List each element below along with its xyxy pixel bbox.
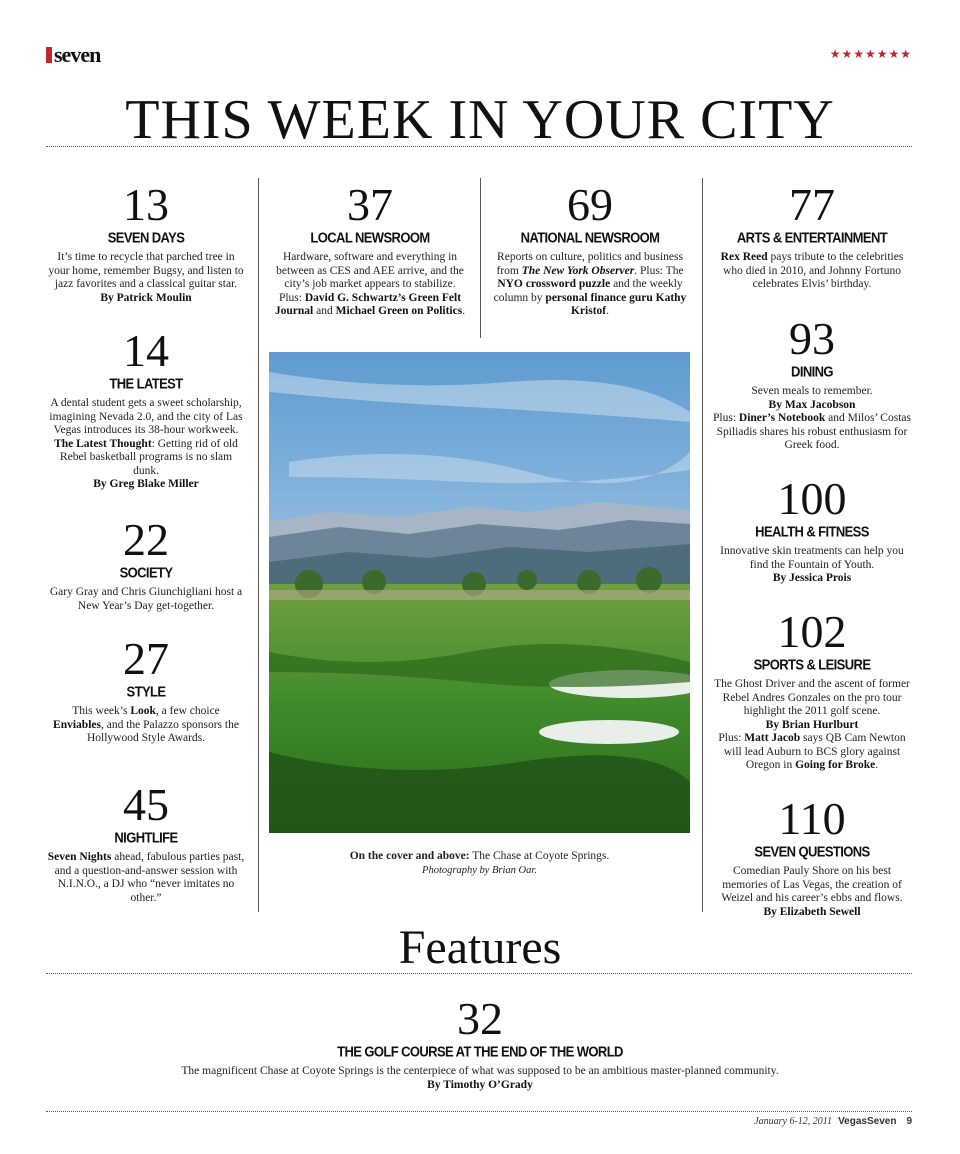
- blurb-bold: Going for Broke: [795, 759, 876, 771]
- section-heading: NATIONAL NEWSROOM: [520, 228, 660, 247]
- blurb-text: .: [462, 305, 466, 317]
- page-number: 69: [567, 179, 613, 230]
- blurb-text: , a few choice: [155, 705, 220, 717]
- footer-rule: [46, 1111, 912, 1112]
- byline: By Greg Blake Miller: [93, 478, 199, 490]
- blurb-text: Plus:: [718, 732, 745, 744]
- blurb-text: says QB Cam Newton will lead Auburn to BCS glory against Oregon in: [723, 732, 906, 771]
- page-number: 22: [123, 514, 169, 565]
- page-footer: [754, 1116, 912, 1127]
- section-blurb: [712, 732, 912, 773]
- section-blurb: [490, 251, 690, 319]
- toc-item[interactable]: [46, 179, 246, 305]
- section-heading: SEVEN DAYS: [107, 228, 185, 247]
- blurb-bold-italic: The New York Observer: [521, 264, 635, 277]
- divider-left: [258, 178, 259, 912]
- toc-item[interactable]: [270, 179, 470, 319]
- golf-course-image: [269, 352, 690, 833]
- magazine-logo: [46, 42, 100, 68]
- blurb-bold: Look: [130, 705, 156, 717]
- section-blurb: Innovative skin treatments can help you find the Fountain of Youth.: [720, 545, 904, 571]
- blurb-text: pays tribute to the celebrities who died in 2010, and Johnny Fortuno celebrates Elvis’ birthday.: [723, 251, 904, 290]
- blurb-text: A dental student gets a sweet scholarship, imagining Nevada 2.0, and the city of Las Vegas introduces its 38-hour workweek.: [49, 397, 243, 436]
- title-rule: [46, 146, 912, 147]
- section-heading: THE LATEST: [109, 374, 183, 393]
- logo-bar: [46, 47, 52, 63]
- blurb-bold: Rex Reed: [720, 251, 768, 263]
- toc-item[interactable]: [46, 514, 246, 613]
- section-heading: HEALTH & FITNESS: [755, 522, 869, 541]
- blurb-text: : Getting rid of old Rebel basketball programs is no slam dunk.: [59, 437, 238, 477]
- section-heading: STYLE: [126, 682, 166, 701]
- blurb-text: Plus:: [713, 412, 739, 424]
- page-number: 32: [457, 993, 503, 1044]
- features-heading: Features: [398, 921, 562, 974]
- blurb-bold: Diner’s Notebook: [738, 412, 826, 424]
- caption-text: The Chase at Coyote Springs.: [469, 850, 610, 862]
- section-blurb: [46, 397, 246, 478]
- feature-blurb: The magnificent Chase at Coyote Springs is the centerpiece of what was supposed to be an ambitious master-planned community.: [181, 1065, 779, 1077]
- photo-caption: [269, 849, 690, 878]
- toc-item[interactable]: [712, 313, 912, 453]
- page-number: 77: [789, 179, 835, 230]
- logo-text: seven: [54, 42, 101, 67]
- section-blurb: Gary Gray and Chris Giunchigliani host a New Year’s Day get-together.: [49, 586, 243, 612]
- section-heading: LOCAL NEWSROOM: [310, 228, 430, 247]
- section-heading: SEVEN QUESTIONS: [754, 842, 870, 861]
- section-blurb: [46, 851, 246, 905]
- photo-credit: Photography by Brian Oar.: [422, 865, 537, 876]
- blurb-text: and the weekly column by: [493, 278, 683, 304]
- blurb-bold: The Latest Thought: [54, 437, 152, 450]
- toc-item[interactable]: [712, 179, 912, 292]
- byline: By Elizabeth Sewell: [763, 905, 861, 918]
- blurb-text: and: [313, 305, 336, 317]
- page-number: 110: [778, 793, 846, 844]
- page-number: 102: [777, 606, 847, 657]
- stars-decoration: ★★★★★★★: [829, 47, 912, 61]
- section-blurb: Comedian Pauly Shore on his best memories of Las Vegas, the creation of Weizel and his career’s ebbs and flows.: [721, 865, 903, 904]
- page-number: 14: [123, 325, 169, 376]
- section-blurb: It’s time to recycle that parched tree in your home, remember Bugsy, and listen to jazz favorites and a classical guitar star.: [48, 251, 244, 290]
- blurb-bold: Enviables: [53, 718, 101, 731]
- divider-center: [480, 178, 481, 338]
- blurb-bold: NYO crossword puzzle: [497, 278, 611, 290]
- byline: By Brian Hurlburt: [765, 718, 859, 731]
- toc-item[interactable]: [712, 473, 912, 586]
- blurb-text: ahead, fabulous parties past, and a question-and-answer session with N.I.N.O., a DJ who “never imitates no other.”: [54, 851, 245, 904]
- issue-date: January 6-12, 2011: [754, 1116, 833, 1127]
- blurb-text: .: [875, 759, 879, 771]
- page-number: 100: [777, 473, 847, 524]
- byline: By Jessica Prois: [772, 572, 852, 584]
- blurb-bold: David G. Schwartz’s Green Felt Journal: [274, 291, 462, 317]
- divider-right: [702, 178, 703, 912]
- toc-item[interactable]: [46, 633, 246, 746]
- blurb-text: Hardware, software and everything in between as CES and AEE arrive, and the city’s job market appears to stabilize.: [276, 251, 464, 290]
- blurb-text: This week’s: [72, 705, 131, 717]
- section-heading: DINING: [791, 362, 833, 381]
- toc-item[interactable]: [712, 606, 912, 773]
- blurb-text: , and the Palazzo sponsors the Hollywood Style Awards.: [86, 718, 239, 744]
- features-rule: [46, 973, 912, 974]
- toc-item[interactable]: [46, 325, 246, 492]
- footer-brand: VegasSeven: [838, 1116, 897, 1127]
- blurb-text: Reports on culture, politics and business from: [496, 251, 683, 277]
- blurb-text: .: [606, 305, 609, 317]
- toc-item[interactable]: [712, 793, 912, 919]
- page-number-footer: 9: [906, 1116, 912, 1127]
- blurb-bold: Seven Nights: [47, 851, 112, 863]
- byline: By Patrick Moulin: [100, 291, 192, 304]
- section-blurb: [46, 705, 246, 746]
- page-number: 93: [789, 313, 835, 364]
- section-heading: SPORTS & LEISURE: [753, 655, 871, 674]
- page-number: 45: [123, 779, 169, 830]
- byline: By Max Jacobson: [768, 398, 856, 411]
- section-heading: SOCIETY: [119, 563, 173, 582]
- section-blurb: [712, 412, 912, 453]
- blurb-text: and Milos’ Costas Spiliadis shares his robust enthusiasm for Greek food.: [716, 412, 911, 451]
- blurb-bold: personal finance guru Kathy Kristof: [545, 291, 687, 317]
- section-heading: ARTS & ENTERTAINMENT: [736, 228, 888, 247]
- cover-photo: [269, 352, 690, 833]
- byline: By Timothy O’Grady: [427, 1078, 533, 1091]
- blurb-bold: Michael Green on Politics: [335, 305, 463, 317]
- section-blurb: [270, 251, 470, 319]
- blurb-bold: Matt Jacob: [744, 732, 801, 744]
- blurb-text: . Plus: The: [634, 264, 684, 277]
- feature-item[interactable]: [100, 993, 860, 1092]
- section-blurb: [712, 251, 912, 292]
- page-number: 13: [123, 179, 169, 230]
- page-number: 37: [347, 179, 393, 230]
- toc-item[interactable]: [490, 179, 690, 319]
- section-blurb: Seven meals to remember.: [751, 385, 873, 397]
- page-number: 27: [123, 633, 169, 684]
- toc-item[interactable]: [46, 779, 246, 905]
- blurb-text: Plus:: [278, 291, 305, 304]
- caption-lead: On the cover and above:: [349, 850, 470, 862]
- section-heading: NIGHTLIFE: [114, 828, 178, 847]
- page-title: THIS WEEK IN YOUR CITY: [125, 89, 835, 151]
- section-blurb: The Ghost Driver and the ascent of former Rebel Andres Gonzales on the pro tour highlight the 2011 golf scene.: [714, 678, 910, 717]
- feature-heading: THE GOLF COURSE AT THE END OF THE WORLD: [337, 1042, 623, 1061]
